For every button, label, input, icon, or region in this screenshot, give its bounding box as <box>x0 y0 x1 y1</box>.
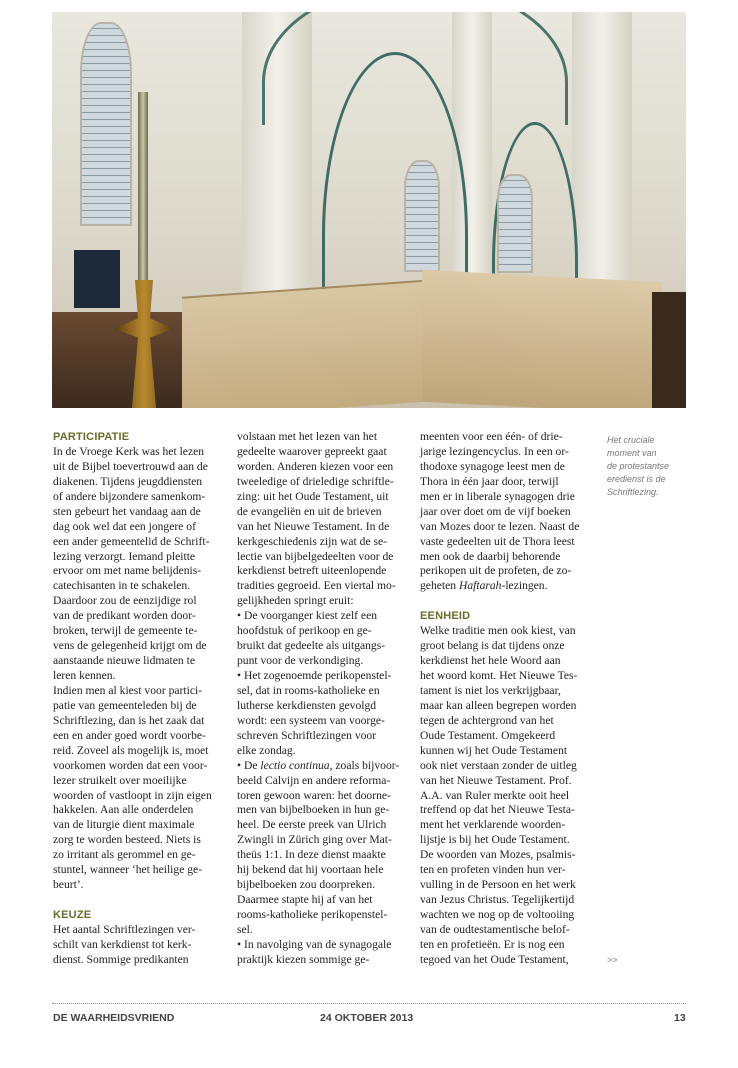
text-line: thodoxe synagoge leest men de <box>420 459 565 473</box>
text-line: tament is niet los verkrijgbaar, <box>420 683 561 697</box>
section-heading: EENHEID <box>420 610 471 623</box>
open-bible-right-page <box>422 270 662 408</box>
text-line: sten gebeurt het vandaag aan de <box>53 504 201 518</box>
text-line: tradities gegroeid. Een viertal mo- <box>237 579 396 593</box>
text-line: lezer struikelt over moeilijke <box>53 773 187 787</box>
text-line: lezing verzorgt. Iemand pleitte <box>53 549 196 563</box>
text-line: • De voorganger kiest zelf een <box>237 609 378 623</box>
text-line: ten en profeten vinden hun ver- <box>420 863 566 877</box>
text-line: hoofdstuk of perikoop en ge- <box>237 624 372 638</box>
article-column-2 <box>237 430 413 968</box>
text-line: vens de gelegenheid krijgt om de <box>53 639 207 653</box>
page-number: 13 <box>674 1012 686 1024</box>
text-line: hij bekend dat hij voortaan hele <box>237 863 384 877</box>
italic-term: Haftarah <box>458 579 502 593</box>
text-line: broken, terwijl de gemeente te- <box>53 624 198 638</box>
text-line: ment het verklarende woorden- <box>420 818 566 832</box>
pull-quote-line: moment van <box>607 448 657 458</box>
text-line: bruikt dat gedeelte als uitgangs- <box>237 639 386 653</box>
footer-publication: DE WAARHEIDSVRIEND <box>53 1012 175 1024</box>
article-column-1 <box>53 430 229 968</box>
text-line: Daardoor zou de eenzijdige rol <box>53 594 197 608</box>
text-line: sel, dat in rooms-katholieke en <box>237 683 380 697</box>
text-line: meenten voor een één- of drie- <box>420 430 563 443</box>
text-line: lijstje is bij het Oude Testament. <box>420 833 570 847</box>
text-line: voorkomen worden dat een voor- <box>53 758 208 772</box>
text-line: De woorden van Mozes, psalmis- <box>420 848 576 862</box>
text-line: ten en profetieën. Er is nog een <box>420 937 565 951</box>
text-line: sel. <box>237 922 253 936</box>
text-line: perikopen uit de profeten, de zo- <box>420 564 572 578</box>
text-line: kerkdienst het hele Woord aan <box>420 654 561 668</box>
text-line: men er in liberale synagogen drie <box>420 489 575 503</box>
window <box>80 22 132 226</box>
text-line: Indien men al kiest voor partici- <box>53 683 203 697</box>
text-line: gelijkheden springt eruit: <box>237 594 354 608</box>
text-line: wordt: een systeem van voorge- <box>237 713 385 727</box>
text-line: theüs 1:1. In deze dienst maakte <box>237 848 386 862</box>
paragraph-gap <box>420 594 596 609</box>
text-line: vaste gedeelten uit de Thora leest <box>420 534 575 548</box>
text-line: zing: uit het Oude Testament, uit <box>237 489 389 503</box>
italic-term: lectio continua <box>260 758 330 772</box>
text-line: schreven Schriftlezingen voor <box>237 728 377 742</box>
text-line: beeld Calvijn en andere reforma- <box>237 773 391 787</box>
text-line: de evangeliën en uit de brieven <box>237 504 382 518</box>
text-line: van de liturgie dient maximale <box>53 818 195 832</box>
text-line: heel. De eerste preek van Ulrich <box>237 818 387 832</box>
vault-rib <box>262 12 568 125</box>
text-line: ervoor om met name belijdenis- <box>53 564 202 578</box>
window <box>497 174 533 273</box>
text-line: • Het zogenoemde perikopenstel- <box>237 669 392 682</box>
text-line: groot belang is dat tijdens onze <box>420 639 565 653</box>
window <box>404 160 440 272</box>
text-line: A.A. van Ruler merkte ooit heel <box>420 788 570 802</box>
section-heading: PARTICIPATIE <box>53 431 130 443</box>
text-line: lutherse kerkdiensten gevolgd <box>237 698 377 712</box>
pull-quote-line: Schriftlezing. <box>607 487 659 497</box>
text-line: bijbelboeken zou doorpreken. <box>237 878 376 892</box>
text-line: beurt’. <box>53 878 84 892</box>
pull-quote-line: eredienst is de <box>607 474 666 484</box>
article-column-3 <box>420 430 596 968</box>
text-line: tegoed van het Oude Testament, <box>420 952 569 966</box>
text-segment: -lezingen. <box>501 579 548 593</box>
text-line: kerkdienst betreft uiteenlopende <box>237 564 387 578</box>
footer-date: 24 OKTOBER 2013 <box>320 1012 414 1024</box>
text-line: • In navolging van de synagogale <box>237 937 392 951</box>
text-line: elke zondag. <box>237 743 296 757</box>
text-line: jaar over doet om de vijf boeken <box>420 504 571 518</box>
text-line: men van bijbelboeken in hun ge- <box>237 803 390 817</box>
text-line: maar kan alleen begrepen worden <box>420 698 577 712</box>
text-line: woorden of vastloopt in zijn eigen <box>53 788 212 802</box>
text-line: tweeledige of drieledige schriftle- <box>237 474 394 488</box>
text-segment: geheten <box>420 579 459 593</box>
text-line: catechisanten in te schakelen. <box>53 579 191 593</box>
text-line: Het aantal Schriftlezingen ver- <box>53 922 196 936</box>
text-line: aanstaande nieuwe lidmaten te <box>53 654 195 668</box>
text-line: worden. Anderen kiezen voor een <box>237 459 394 473</box>
text-line: kunnen wij het Oude Testament <box>420 743 568 757</box>
text-line: vulling in de Persoon en het werk <box>420 878 576 892</box>
pillar <box>572 12 632 312</box>
text-segment: • De <box>237 758 261 772</box>
text-line: praktijk kiezen sommige ge- <box>237 952 370 966</box>
text-line: van de oudtestamentische belof- <box>420 922 570 936</box>
text-line: leren kennen. <box>53 669 116 682</box>
text-line: dienst. Sommige predikanten <box>53 952 189 966</box>
text-line: diakenen. Tijdens jeugddiensten <box>53 474 203 488</box>
paragraph-gap <box>53 893 229 908</box>
text-line <box>420 579 548 594</box>
text-line <box>237 759 399 774</box>
text-line: lectie van bijbelgedeelten voor de <box>237 549 394 563</box>
text-line: patie van gemeenteleden bij de <box>53 698 197 712</box>
text-line: een ander gemeentelid de Schrift- <box>53 534 210 548</box>
text-line: Thora in één jaar door, terwijl <box>420 474 559 488</box>
section-heading: KEUZE <box>53 909 92 921</box>
open-bible-left-page <box>182 279 432 408</box>
text-line: van het Nieuwe Testament. Prof. <box>420 773 572 787</box>
text-line: punt voor de verkondiging. <box>237 654 364 668</box>
text-line: dag ook wel dat een jongere of <box>53 519 196 533</box>
text-line: In de Vroege Kerk was het lezen <box>53 444 205 458</box>
text-line: Schriftlezing, dan is het zaak dat <box>53 713 205 727</box>
text-line: zorg te worden besteed. Niets is <box>53 833 201 847</box>
text-line: of andere bijzondere samenkom- <box>53 489 206 503</box>
text-line: reid. Zoveel als mogelijk is, moet <box>53 743 209 757</box>
text-line: van Jezus Christus. Tegelijkertijd <box>420 893 575 907</box>
text-line: men ook de daarbij behorende <box>420 549 561 563</box>
text-line: Zwingli in Zürich ging over Mat- <box>237 833 392 847</box>
continue-marker: >> <box>607 955 618 965</box>
text-line: gedeelte waarover gepreekt gaat <box>237 444 387 458</box>
church-interior-photo <box>52 12 686 408</box>
text-line: hakkelen. Aan alle onderdelen <box>53 803 194 817</box>
text-line: Daarmee stapte hij af van het <box>237 893 373 907</box>
text-line: kerkgeschiedenis zijn wat de se- <box>237 534 388 548</box>
text-line: treffend op dat het Nieuwe Testa- <box>420 803 575 817</box>
lectern <box>652 292 686 408</box>
text-line: uit de Bijbel toevertrouwd aan de <box>53 459 208 473</box>
text-line: stuntel, wanneer ‘het heilige ge- <box>53 863 203 877</box>
text-segment: , zoals bijvoor- <box>329 758 400 772</box>
text-line: een en ander goed wordt voorbe- <box>53 728 206 742</box>
text-line: rooms-katholieke perikopenstel- <box>237 908 388 921</box>
memorial-plaque <box>74 250 120 308</box>
text-line: jarige lezingencyclus. In een or- <box>420 444 569 458</box>
text-line: wachten we nog op de voltooiing <box>420 908 575 921</box>
text-line: zo irritant als gerommel en ge- <box>53 848 196 862</box>
text-line: het woord komt. Het Nieuwe Tes- <box>420 669 578 682</box>
pull-quote-line: Het cruciale <box>607 435 655 445</box>
text-line: toren gewoon waren: het doorne- <box>237 788 391 802</box>
text-line: schilt van kerkdienst tot kerk- <box>53 937 192 951</box>
text-line: van Mozes door te lezen. Naast de <box>420 519 580 533</box>
pull-quote <box>607 434 687 499</box>
text-line: volstaan met het lezen van het <box>237 430 378 443</box>
text-line: van de predikant worden door- <box>53 609 196 623</box>
text-line: van het Nieuwe Testament. In de <box>237 519 390 533</box>
text-line: tegen de achtergrond van het <box>420 713 554 727</box>
text-line: ook niet verstaan zonder de uitleg <box>420 758 577 772</box>
footer-divider <box>52 1003 686 1004</box>
text-line: Oude Testament. Omgekeerd <box>420 728 556 742</box>
text-line: Welke traditie men ook kiest, van <box>420 624 576 638</box>
pull-quote-line: de protestantse <box>607 461 670 471</box>
